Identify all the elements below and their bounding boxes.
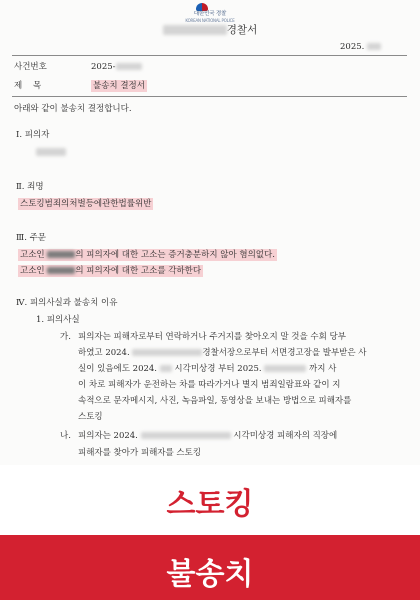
org-name-kr: 대한민국 경찰 bbox=[193, 11, 227, 17]
disposition-line-1-text bbox=[18, 249, 277, 261]
redacted-station-name bbox=[163, 25, 227, 35]
fact-ga-line-3 bbox=[78, 363, 336, 375]
case-number-text: 2025- bbox=[91, 62, 116, 72]
fact-ga-marker: 가. bbox=[60, 332, 71, 342]
fact-na-line-1 bbox=[78, 430, 337, 442]
fact-na-line-2: 피해자를 찾아가 피해자를 스토킹 bbox=[78, 448, 202, 458]
redacted-complainant-2 bbox=[47, 267, 75, 274]
redacted-date-b bbox=[264, 365, 306, 372]
redacted-date-a bbox=[160, 365, 172, 372]
doc-date-text: 2025. bbox=[340, 42, 365, 52]
fact-ga-line-3b: 시각미상경 부터 2025. bbox=[174, 364, 262, 374]
subject-value-text: 불송치 결정서 bbox=[93, 81, 145, 91]
org-name-en: KOREAN NATIONAL POLICE bbox=[185, 18, 235, 23]
disposition-line-1-suffix: 의 피의자에 대한 고소는 증거충분하지 않아 혐의없다. bbox=[75, 250, 275, 260]
section-crime-heading: Ⅱ. 죄명 bbox=[16, 182, 44, 192]
disposition-line-1 bbox=[18, 249, 277, 261]
complainant-label-1: 고소인 bbox=[20, 250, 45, 260]
fact-na-marker: 나. bbox=[60, 431, 71, 441]
caption-bar-top bbox=[0, 465, 420, 535]
doc-title bbox=[0, 22, 420, 38]
caption-top: 스토킹 bbox=[166, 487, 254, 522]
redacted-complainant-1 bbox=[47, 251, 75, 258]
redacted-suspect-name bbox=[36, 148, 66, 156]
fact-ga-line-5: 속적으로 문자메시지, 사진, 녹음파일, 동영상을 보내는 방법으로 피해자를 bbox=[78, 396, 352, 406]
divider-top bbox=[12, 55, 407, 56]
section-facts-heading: Ⅳ. 피의사실과 불송치 이유 bbox=[16, 298, 118, 308]
fact-ga-line-2b: 경찰서장으로부터 서면경고장을 발부받은 사 bbox=[202, 348, 367, 358]
doc-title-text: 경찰서 bbox=[226, 24, 258, 36]
crime-name-text: 스토킹범죄의처벌등에관한법률위반 bbox=[20, 199, 152, 209]
intro-text: 아래와 같이 불송치 결정합니다. bbox=[14, 104, 132, 114]
disposition-line-2-text bbox=[18, 265, 203, 277]
fact-na-line-1b: 시각미상경 피해자의 직장에 bbox=[233, 431, 338, 441]
redacted-date-location bbox=[141, 432, 231, 439]
subject-value bbox=[91, 80, 147, 92]
fact-ga-line-6: 스토킹 bbox=[78, 412, 103, 422]
police-emblem-icon bbox=[196, 3, 208, 11]
subject-label: 제 목 bbox=[14, 81, 42, 91]
fact-ga-line-1: 피의자는 피해자로부터 연락하거나 주거지를 찾아오지 말 것을 수회 당부 bbox=[78, 332, 346, 342]
fact-ga-line-4: 이 차로 피해자가 운전하는 차를 따라가거나 별지 범죄일람표와 같이 지 bbox=[78, 380, 341, 390]
facts-subheading: 1. 피의사실 bbox=[36, 315, 80, 325]
fact-ga-line-2 bbox=[78, 347, 367, 359]
caption-bottom: 불송치 bbox=[166, 557, 254, 592]
case-number-value bbox=[91, 61, 142, 73]
fact-na-line-1a: 피의자는 2024. bbox=[78, 431, 138, 441]
fact-ga-line-3c: 까지 사 bbox=[309, 364, 337, 374]
disposition-line-2-suffix: 의 피의자에 대한 고소를 각하한다 bbox=[75, 266, 202, 276]
caption-bar-bottom bbox=[0, 535, 420, 600]
redacted-case-number bbox=[116, 63, 142, 70]
section-suspect-heading: Ⅰ. 피의자 bbox=[16, 130, 50, 140]
disposition-line-2 bbox=[18, 265, 203, 277]
case-number-label: 사건번호 bbox=[14, 62, 47, 72]
divider-bottom bbox=[12, 96, 407, 97]
fact-ga-line-2a: 하였고 2024. bbox=[78, 348, 130, 358]
crime-name bbox=[18, 198, 153, 210]
section-disposition-heading: Ⅲ. 주문 bbox=[16, 233, 47, 243]
redacted-date bbox=[367, 43, 381, 50]
suspect-name bbox=[36, 146, 66, 158]
complainant-label-2: 고소인 bbox=[20, 266, 45, 276]
fact-ga-line-3a: 실이 있음에도 2024. bbox=[78, 364, 158, 374]
doc-date bbox=[340, 41, 381, 53]
redacted-date-station bbox=[132, 349, 202, 356]
